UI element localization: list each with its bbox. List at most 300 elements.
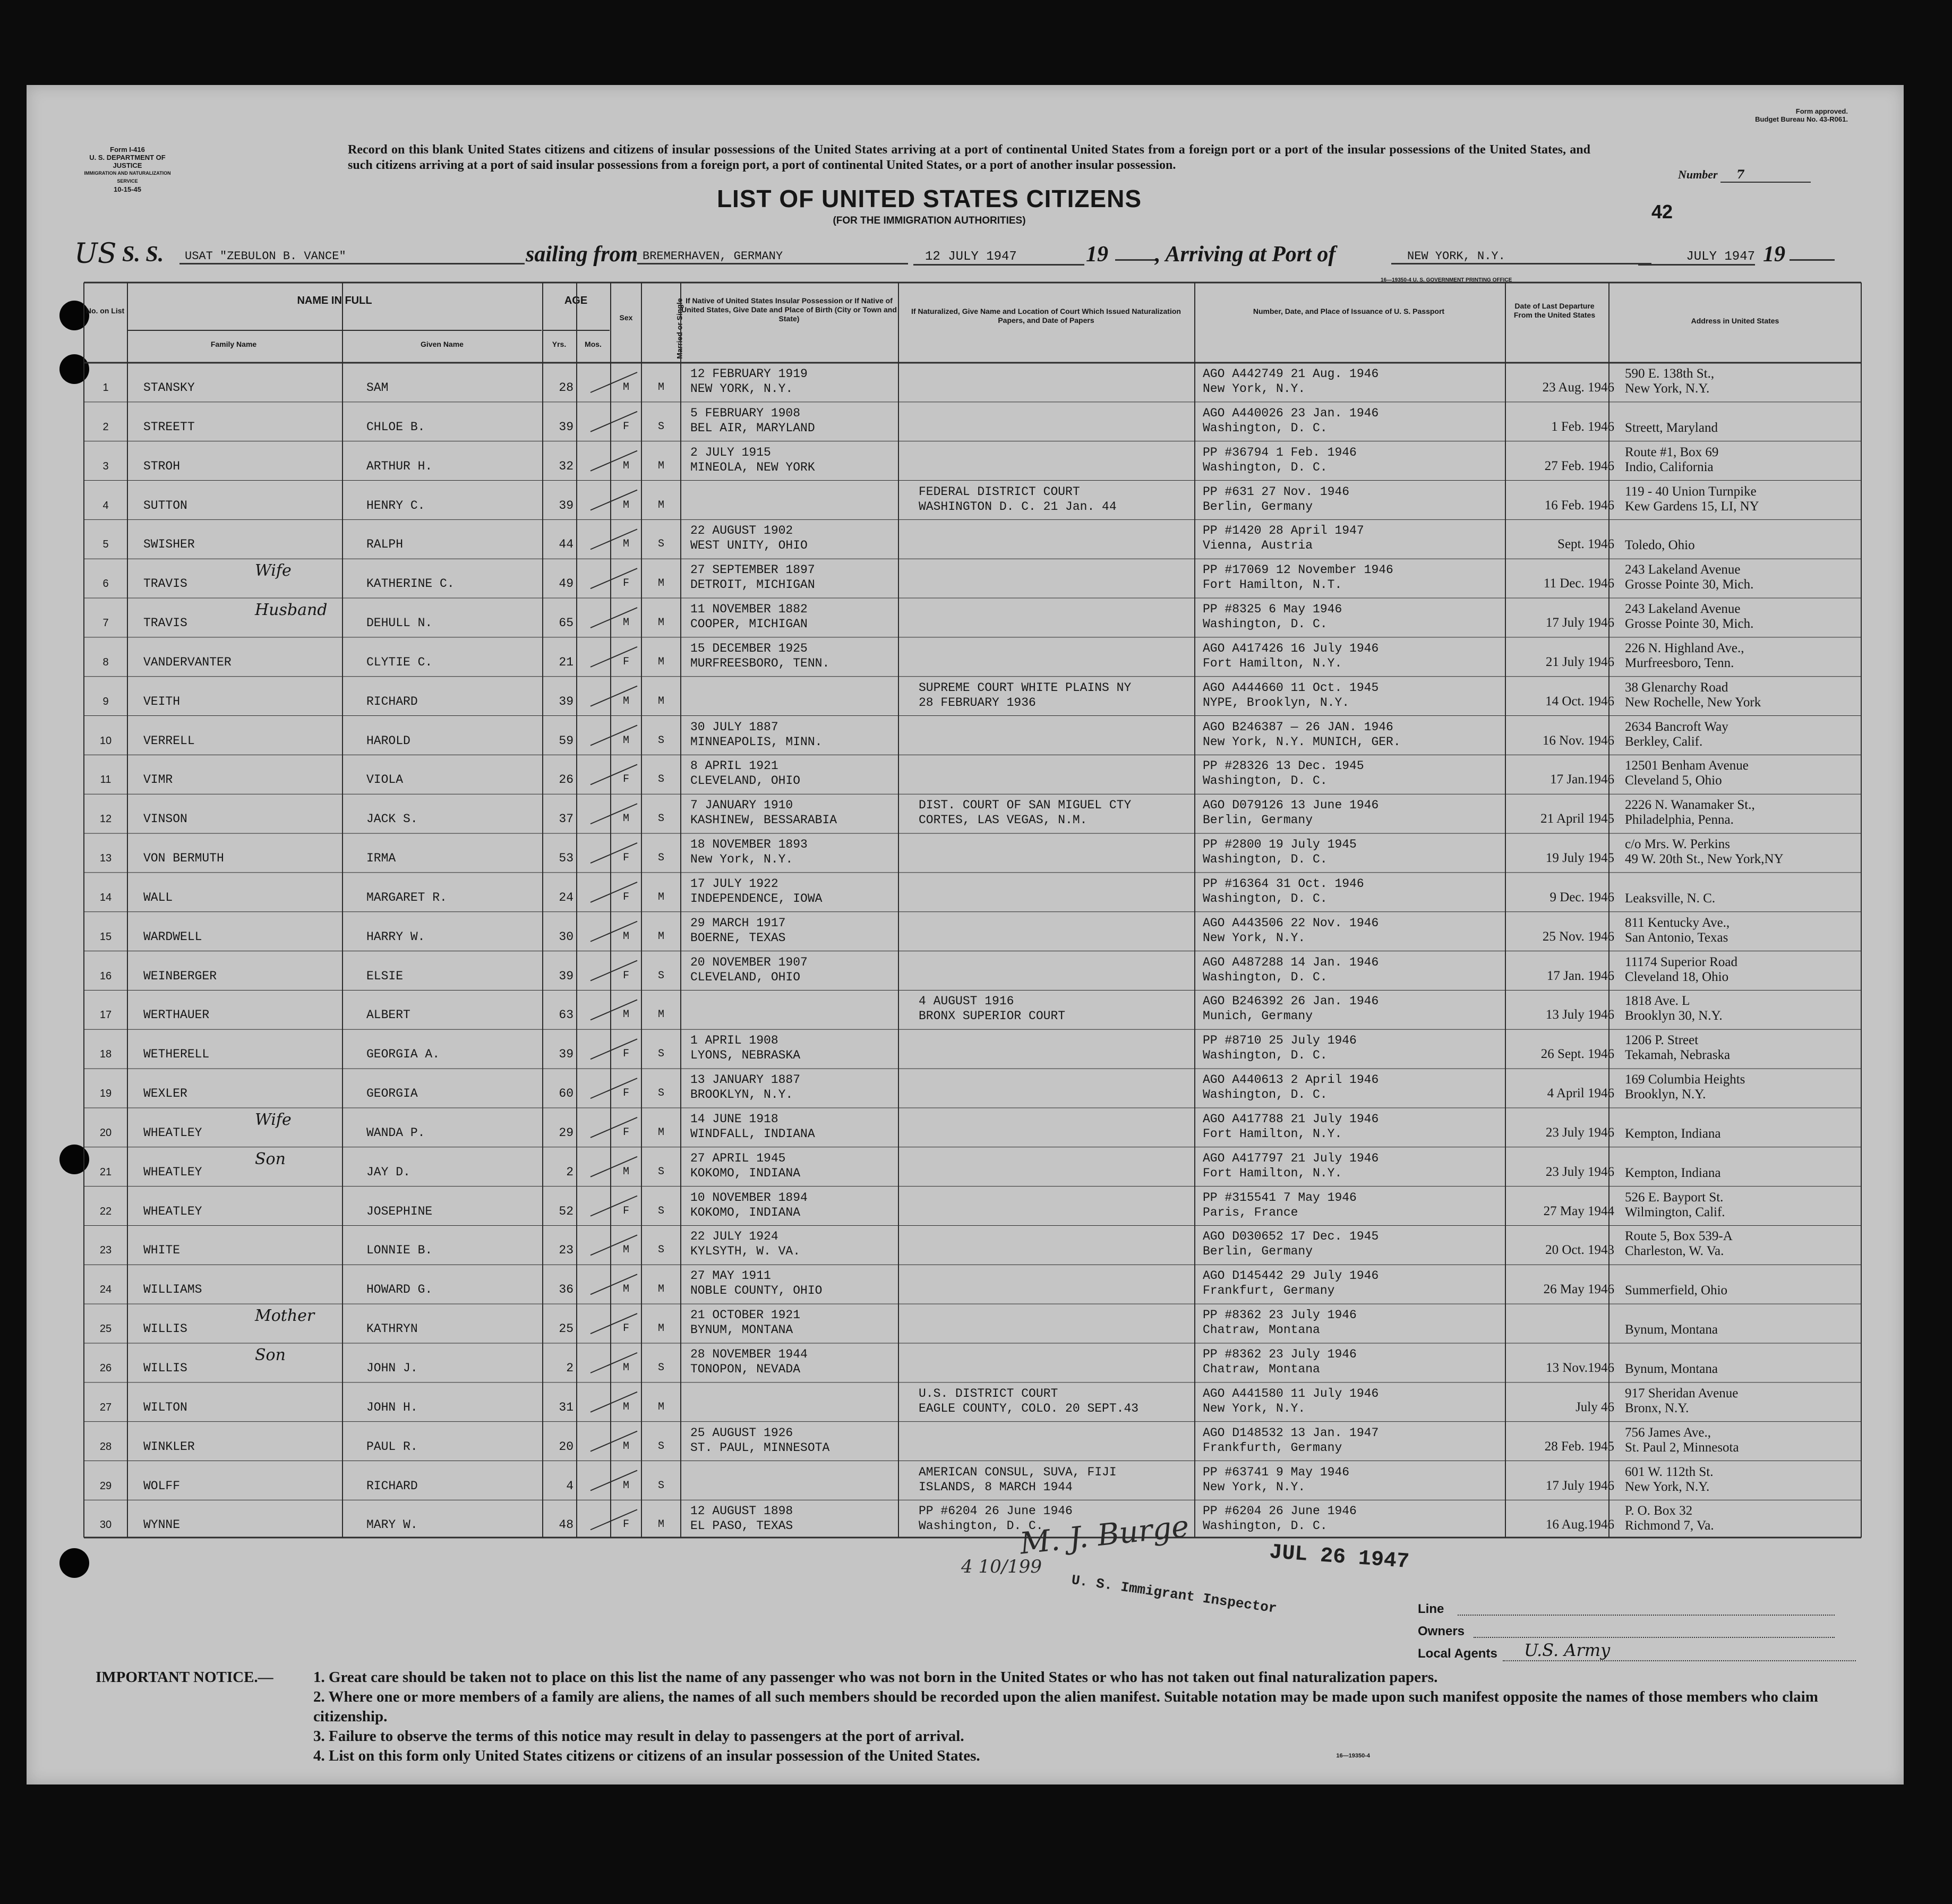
address-line: Summerfield, Ohio (1625, 1283, 1728, 1298)
passport-info: AGO A487288 14 Jan. 1946 (1203, 955, 1379, 969)
passport-info: AGO A442749 21 Aug. 1946 (1203, 367, 1379, 381)
sex: M (622, 1362, 629, 1374)
sex: M (622, 1165, 629, 1178)
passport-info: AGO A443506 22 Nov. 1946 (1203, 916, 1379, 930)
age-years: 39 (559, 694, 573, 708)
given-name: SAM (366, 381, 389, 395)
marital-status: S (657, 420, 664, 433)
row-number: 27 (99, 1401, 112, 1413)
birth-info: CLEVELAND, OHIO (690, 774, 801, 788)
passport-info: AGO A417788 21 July 1946 (1203, 1112, 1379, 1126)
naturalization-info: ISLANDS, 8 MARCH 1944 (919, 1480, 1073, 1494)
header-sex: Sex (619, 313, 633, 322)
family-name: WILLIAMS (143, 1283, 202, 1297)
given-name: HAROLD (366, 733, 410, 748)
birth-info: 14 JUNE 1918 (690, 1112, 778, 1126)
address-line: Streett, Maryland (1625, 420, 1718, 435)
given-name: RICHARD (366, 1479, 418, 1493)
family-name: VON BERMUTH (143, 851, 224, 866)
passport-info: Fort Hamilton, N.Y. (1203, 656, 1342, 670)
row-number: 14 (99, 891, 112, 903)
birth-info: COOPER, MICHIGAN (690, 617, 808, 631)
passport-info: PP #6204 26 June 1946 (1203, 1504, 1357, 1518)
address-line: 38 Glenarchy Road (1625, 680, 1728, 695)
given-name: RALPH (366, 537, 404, 552)
given-name: LONNIE B. (366, 1243, 433, 1258)
header-yrs: Yrs. (552, 340, 567, 348)
agents-value: U.S. Army (1503, 1640, 1856, 1661)
birth-info: KASHINEW, BESSARABIA (690, 813, 837, 827)
age-years: 30 (559, 929, 573, 944)
address-line: 12501 Benham Avenue (1625, 758, 1749, 773)
address-line: New York, N.Y. (1625, 381, 1710, 396)
passport-info: AGO B246392 26 Jan. 1946 (1203, 994, 1379, 1009)
age-years: 36 (559, 1283, 573, 1297)
given-name: JOSEPHINE (366, 1204, 433, 1218)
address-line: 2226 N. Wanamaker St., (1625, 798, 1755, 813)
sex: F (622, 1048, 629, 1061)
passport-info: Frankfurt, Germany (1203, 1284, 1335, 1298)
passport-info: Washington, D. C. (1203, 421, 1328, 435)
age-years: 59 (559, 733, 573, 748)
address-line: Cleveland 5, Ohio (1625, 773, 1722, 788)
address-line: 811 Kentucky Ave., (1625, 915, 1730, 930)
family-name: WERTHAUER (143, 1008, 210, 1022)
given-name: WANDA P. (366, 1125, 425, 1140)
given-name: HENRY C. (366, 498, 425, 513)
naturalization-info: BRONX SUPERIOR COURT (919, 1009, 1066, 1023)
header-passport: Number, Date, and Place of Issuance of U. S. Passport (1253, 307, 1445, 315)
birth-info: 12 AUGUST 1898 (690, 1504, 793, 1518)
address-line: New York, N.Y. (1625, 1479, 1710, 1494)
sailing-from: BREMERHAVEN, GERMANY (637, 250, 908, 264)
passport-info: PP #2800 19 July 1945 (1203, 838, 1357, 852)
passport-info: AGO A440613 2 April 1946 (1203, 1073, 1379, 1087)
sex: F (622, 1126, 629, 1139)
departure-date: 25 Nov. 1946 (1542, 929, 1614, 944)
ship-name: USAT "ZEBULON B. VANCE" (179, 250, 525, 264)
arrival-date: JULY 1947 (1638, 250, 1755, 266)
page-subtitle: (FOR THE IMMIGRATION AUTHORITIES) (833, 215, 1026, 226)
row-number: 22 (99, 1205, 112, 1217)
address-line: 49 W. 20th St., New York,NY (1625, 852, 1784, 867)
marital-status: S (657, 1087, 664, 1100)
age-years: 32 (559, 459, 573, 473)
birth-info: BOERNE, TEXAS (690, 930, 786, 945)
passport-info: Berlin, Germany (1203, 499, 1313, 514)
relation-note: Son (255, 1149, 286, 1168)
passport-info: AGO A440026 23 Jan. 1946 (1203, 406, 1379, 420)
address-line: 1206 P. Street (1625, 1033, 1699, 1048)
naturalization-info: 28 FEBRUARY 1936 (919, 695, 1036, 710)
header-departure: Date of Last Departure From the United States (1513, 302, 1596, 319)
naturalization-info: FEDERAL DISTRICT COURT (919, 484, 1080, 499)
address-line: c/o Mrs. W. Perkins (1625, 837, 1730, 852)
address-line: Kew Gardens 15, LI, NY (1625, 499, 1759, 514)
marital-status: M (657, 1283, 664, 1296)
sex: M (622, 459, 629, 472)
naturalization-info: SUPREME COURT WHITE PLAINS NY (919, 680, 1132, 695)
family-name: STANSKY (143, 381, 195, 395)
sex: F (622, 655, 629, 668)
address-line: Route 5, Box 539-A (1625, 1229, 1733, 1244)
address-line: Grosse Pointe 30, Mich. (1625, 577, 1754, 592)
row-number: 17 (99, 1009, 112, 1021)
birth-info: NOBLE COUNTY, OHIO (690, 1284, 823, 1298)
departure-date: 11 Dec. 1946 (1543, 576, 1614, 591)
passport-info: NYPE, Brooklyn, N.Y. (1203, 695, 1350, 710)
birth-info: KOKOMO, INDIANA (690, 1166, 801, 1180)
row-number: 16 (99, 970, 112, 982)
row-number: 15 (99, 930, 112, 943)
passport-info: Washington, D. C. (1203, 617, 1328, 631)
row-number: 20 (99, 1126, 112, 1139)
given-name: ELSIE (366, 969, 404, 983)
passport-info: Berlin, Germany (1203, 813, 1313, 827)
address-line: Route #1, Box 69 (1625, 445, 1719, 459)
marital-status: M (657, 1518, 664, 1531)
row-number: 23 (99, 1244, 112, 1257)
marital-status: S (657, 813, 664, 825)
marital-status: S (657, 734, 664, 747)
given-name: ALBERT (366, 1008, 410, 1022)
passport-info: Fort Hamilton, N.Y. (1203, 1166, 1342, 1180)
age-years: 20 (559, 1439, 573, 1454)
naturalization-info: U.S. DISTRICT COURT (919, 1386, 1058, 1401)
passport-info: AGO A444660 11 Oct. 1945 (1203, 680, 1379, 695)
sex: F (622, 420, 629, 433)
passport-info: Washington, D. C. (1203, 1088, 1328, 1102)
header-name: NAME IN FULL (297, 295, 372, 306)
sail-year-label: 19 (1086, 242, 1108, 267)
row-number: 8 (102, 656, 109, 668)
given-name: HOWARD G. (366, 1283, 433, 1297)
age-years: 44 (559, 537, 573, 552)
birth-info: TONOPON, NEVADA (690, 1362, 801, 1376)
marital-status: S (657, 1165, 664, 1178)
marital-status: S (657, 773, 664, 786)
relation-note: Husband (255, 601, 328, 620)
family-name: WETHERELL (143, 1047, 210, 1062)
family-name: WALL (143, 890, 173, 904)
row-number: 25 (99, 1323, 112, 1335)
notice-2: 2. Where one or more members of a family are aliens, the names of all such members should be recorded upon the alien manifest. Suitable notation may be made upon such manifest opposite the names of those members who claim citizenship. (313, 1688, 1818, 1725)
address-line: Grosse Pointe 30, Mich. (1625, 617, 1754, 631)
row-number: 18 (99, 1048, 112, 1061)
row-number: 13 (99, 852, 112, 865)
address-line: Bronx, N.Y. (1625, 1401, 1689, 1415)
departure-date: 28 Feb. 1945 (1544, 1439, 1614, 1454)
form-date: 10-15-45 (113, 185, 142, 193)
arrival-port: NEW YORK, N.Y. (1391, 250, 1651, 264)
sex: M (622, 617, 629, 629)
agency-name: U. S. DEPARTMENT OF JUSTICE (89, 153, 166, 169)
marital-status: S (657, 1048, 664, 1061)
given-name: CHLOE B. (366, 420, 425, 434)
given-name: KATHRYN (366, 1322, 418, 1336)
relation-note: Son (255, 1346, 286, 1364)
address-line: 590 E. 138th St., (1625, 366, 1715, 381)
birth-info: BYNUM, MONTANA (690, 1323, 793, 1337)
age-years: 4 (566, 1479, 573, 1493)
given-name: JAY D. (366, 1165, 410, 1179)
row-number: 4 (102, 499, 109, 511)
passport-info: New York, N.Y. (1203, 930, 1306, 945)
family-name: WHITE (143, 1243, 181, 1258)
marital-status: M (657, 1009, 664, 1021)
birth-info: 20 NOVEMBER 1907 (690, 955, 808, 969)
row-number: 2 (102, 421, 109, 433)
sex: F (622, 852, 629, 865)
birth-info: 18 NOVEMBER 1893 (690, 838, 808, 852)
birth-info: 2 JULY 1915 (690, 445, 771, 459)
address-line: Kempton, Indiana (1625, 1126, 1721, 1141)
family-name: VEITH (143, 694, 181, 708)
departure-date: 9 Dec. 1946 (1549, 890, 1614, 904)
marital-status: S (657, 1479, 664, 1492)
birth-info: WINDFALL, INDIANA (690, 1126, 815, 1141)
passport-info: AGO D145442 29 July 1946 (1203, 1269, 1379, 1283)
address-line: 2634 Bancroft Way (1625, 719, 1728, 734)
marital-status: M (657, 655, 664, 668)
given-name: GEORGIA A. (366, 1047, 440, 1062)
departure-date: 17 Jan.1946 (1550, 772, 1614, 787)
sex: M (622, 1401, 629, 1413)
birth-info: MURFREESBORO, TENN. (690, 656, 830, 670)
sex: F (622, 1205, 629, 1217)
birth-info: 8 APRIL 1921 (690, 759, 778, 773)
given-name: ARTHUR H. (366, 459, 433, 473)
given-name: DEHULL N. (366, 616, 433, 630)
sex: M (622, 499, 629, 511)
passport-info: Fort Hamilton, N.Y. (1203, 1126, 1342, 1141)
naturalization-info: WASHINGTON D. C. 21 Jan. 44 (919, 499, 1117, 514)
row-number: 6 (102, 578, 109, 590)
number-value: 7 (1720, 168, 1811, 183)
notice-label: IMPORTANT NOTICE.— (96, 1669, 273, 1686)
header-family: Family Name (210, 340, 257, 348)
sex: F (622, 1322, 629, 1335)
marital-status: M (657, 381, 664, 394)
departure-date: 20 Oct. 1943 (1545, 1243, 1614, 1258)
row-number: 26 (99, 1362, 112, 1374)
passport-info: AGO D148532 13 Jan. 1947 (1203, 1425, 1379, 1440)
sex: M (622, 813, 629, 825)
passport-info: New York, N.Y. (1203, 1401, 1306, 1415)
given-name: HARRY W. (366, 929, 425, 944)
age-years: 63 (559, 1008, 573, 1022)
marital-status: S (657, 1440, 664, 1453)
row-number: 12 (99, 813, 112, 825)
header-married: Married or Single (675, 298, 684, 359)
family-name: TRAVIS (143, 616, 187, 630)
row-number: 10 (99, 735, 112, 747)
footer-code: 16—19350-4 (1336, 1753, 1370, 1759)
sex: F (622, 1087, 629, 1100)
address-line: Bynum, Montana (1625, 1362, 1718, 1376)
departure-date: 13 Nov.1946 (1546, 1361, 1614, 1375)
date-stamp: JUL 26 1947 (1268, 1540, 1410, 1575)
given-name: KATHERINE C. (366, 577, 455, 591)
family-name: WYNNE (143, 1518, 181, 1532)
birth-info: KOKOMO, INDIANA (690, 1205, 801, 1219)
address-line: Leaksville, N. C. (1625, 891, 1716, 906)
age-years: 2 (566, 1361, 573, 1375)
age-years: 29 (559, 1125, 573, 1140)
departure-date: 23 July 1946 (1545, 1125, 1614, 1140)
passport-info: Chatraw, Montana (1203, 1323, 1320, 1337)
margin-mark: US (74, 238, 117, 270)
address-line: 1818 Ave. L (1625, 994, 1690, 1009)
header-native: If Native of United States Insular Possession or If Native of United States, Give Date and Place of Birth (City or Town and State) (681, 296, 897, 323)
passport-info: Washington, D. C. (1203, 1048, 1328, 1063)
marital-status: M (657, 1126, 664, 1139)
departure-date: 26 May 1946 (1543, 1282, 1614, 1297)
row-number: 21 (99, 1166, 112, 1178)
address-line: Richmond 7, Va. (1625, 1518, 1714, 1533)
family-name: SUTTON (143, 498, 187, 513)
line-label: Line (1418, 1602, 1444, 1616)
passport-info: Munich, Germany (1203, 1009, 1313, 1023)
passport-info: New York, N.Y. (1203, 382, 1306, 396)
family-name: WILTON (143, 1400, 187, 1414)
departure-date: 27 Feb. 1946 (1544, 458, 1614, 473)
family-name: SWISHER (143, 537, 195, 552)
page-title: LIST OF UNITED STATES CITIZENS (716, 185, 1142, 212)
address-line: 226 N. Highland Ave., (1625, 641, 1744, 655)
departure-date: 17 Jan. 1946 (1546, 968, 1614, 983)
birth-info: 5 FEBRUARY 1908 (690, 406, 801, 420)
birth-info: MINNEAPOLIS, MINN. (690, 735, 823, 749)
marital-status: M (657, 695, 664, 707)
passport-info: PP #8325 6 May 1946 (1203, 602, 1342, 617)
marital-status: M (657, 930, 664, 943)
header-age: AGE (564, 295, 588, 306)
age-years: 39 (559, 420, 573, 434)
age-years: 39 (559, 969, 573, 983)
file-fraction: 4 10/199 (961, 1556, 1042, 1577)
address-line: Wilmington, Calif. (1625, 1205, 1725, 1219)
birth-info: NEW YORK, N.Y. (690, 382, 793, 396)
family-name: WARDWELL (143, 929, 202, 944)
passport-info: Paris, France (1203, 1205, 1298, 1219)
birth-info: 27 MAY 1911 (690, 1269, 771, 1283)
number-label: Number (1678, 168, 1718, 181)
passport-info: Washington, D. C. (1203, 1519, 1328, 1533)
passport-info: PP #315541 7 May 1946 (1203, 1190, 1357, 1205)
header-no: No. on List (85, 306, 125, 315)
birth-info: WEST UNITY, OHIO (690, 539, 808, 553)
marital-status: S (657, 1244, 664, 1257)
birth-info: 25 AUGUST 1926 (690, 1425, 793, 1440)
marital-status: M (657, 499, 664, 511)
sail-date: 12 JULY 1947 (913, 250, 1084, 266)
birth-info: 29 MARCH 1917 (690, 916, 786, 930)
family-name: WEXLER (143, 1087, 187, 1101)
departure-date: 26 Sept. 1946 (1540, 1047, 1614, 1062)
marital-status: M (657, 577, 664, 590)
address-line: 169 Columbia Heights (1625, 1072, 1745, 1087)
given-name: JOHN H. (366, 1400, 418, 1414)
given-name: RICHARD (366, 694, 418, 708)
age-years: 23 (559, 1243, 573, 1258)
given-name: PAUL R. (366, 1439, 418, 1454)
birth-info: MINEOLA, NEW YORK (690, 460, 815, 474)
address-line: Charleston, W. Va. (1625, 1244, 1724, 1259)
age-years: 2 (566, 1165, 573, 1179)
naturalization-info: PP #6204 26 June 1946 (919, 1504, 1073, 1518)
given-name: MARY W. (366, 1518, 418, 1532)
birth-info: 13 JANUARY 1887 (690, 1073, 801, 1087)
departure-date: 4 April 1946 (1547, 1086, 1614, 1101)
age-years: 53 (559, 851, 573, 866)
birth-info: 15 DECEMBER 1925 (690, 641, 808, 655)
passport-info: Washington, D. C. (1203, 970, 1328, 984)
passport-info: Washington, D. C. (1203, 891, 1328, 906)
given-name: IRMA (366, 851, 396, 866)
age-years: 25 (559, 1322, 573, 1336)
row-number: 9 (102, 695, 109, 707)
marital-status: M (657, 617, 664, 629)
age-years: 26 (559, 773, 573, 787)
address-line: Brooklyn 30, N.Y. (1625, 1009, 1723, 1023)
notice-4: 4. List on this form only United States citizens or citizens of an insular possession of the United States. (313, 1747, 980, 1764)
family-name: WHEATLEY (143, 1125, 202, 1140)
given-name: JACK S. (366, 812, 418, 826)
birth-info: INDEPENDENCE, IOWA (690, 891, 823, 906)
passport-info: AGO D079126 13 June 1946 (1203, 798, 1379, 813)
sex: F (622, 577, 629, 590)
birth-info: 27 APRIL 1945 (690, 1151, 786, 1165)
birth-info: 17 JULY 1922 (690, 876, 778, 891)
budget-number: Budget Bureau No. 43-R061. (1755, 115, 1848, 123)
page-number: 42 (1651, 201, 1673, 223)
birth-info: 22 AUGUST 1902 (690, 524, 793, 538)
departure-date: 17 July 1946 (1545, 616, 1614, 630)
passport-info: PP #28326 13 Dec. 1945 (1203, 759, 1364, 773)
owners-blank (1474, 1637, 1835, 1638)
row-number: 30 (99, 1519, 112, 1531)
marital-status: M (657, 891, 664, 903)
address-line: 756 James Ave., (1625, 1425, 1711, 1440)
passport-info: Washington, D. C. (1203, 852, 1328, 867)
passport-info: AGO A441580 11 July 1946 (1203, 1386, 1379, 1401)
birth-info: 1 APRIL 1908 (690, 1034, 778, 1048)
passport-info: New York, N.Y. MUNICH, GER. (1203, 735, 1401, 749)
departure-date: 19 July 1945 (1545, 851, 1614, 866)
given-name: CLYTIE C. (366, 655, 433, 669)
row-number: 11 (100, 774, 112, 786)
form-id: Form I-416 (110, 146, 145, 153)
row-number: 5 (102, 539, 109, 551)
arriving-label: , Arriving at Port of (1155, 242, 1336, 267)
marital-status: M (657, 1401, 664, 1413)
naturalization-info: CORTES, LAS VEGAS, N.M. (919, 813, 1088, 827)
address-line: 11174 Superior Road (1625, 954, 1738, 969)
relation-note: Wife (255, 561, 292, 580)
naturalization-info: AMERICAN CONSUL, SUVA, FIJI (919, 1465, 1117, 1479)
row-number: 1 (102, 382, 109, 394)
address-line: 526 E. Bayport St. (1625, 1190, 1724, 1205)
sex: M (622, 1283, 629, 1296)
age-years: 60 (559, 1087, 573, 1101)
relation-note: Wife (255, 1110, 292, 1129)
address-line: St. Paul 2, Minnesota (1625, 1440, 1739, 1455)
form-instructions: Record on this blank United States citizens and citizens of insular possessions of the United States arriving at a port of continental United States from a foreign port or a port of the insular possessions of the United States, and such citizens arriving at a port of said insular possessions from a foreign port, a port of continental United States, or a port of another insular possession. (348, 143, 1590, 172)
birth-info: LYONS, NEBRASKA (690, 1048, 801, 1063)
family-name: VANDERVANTER (143, 655, 232, 669)
sex: M (622, 734, 629, 747)
